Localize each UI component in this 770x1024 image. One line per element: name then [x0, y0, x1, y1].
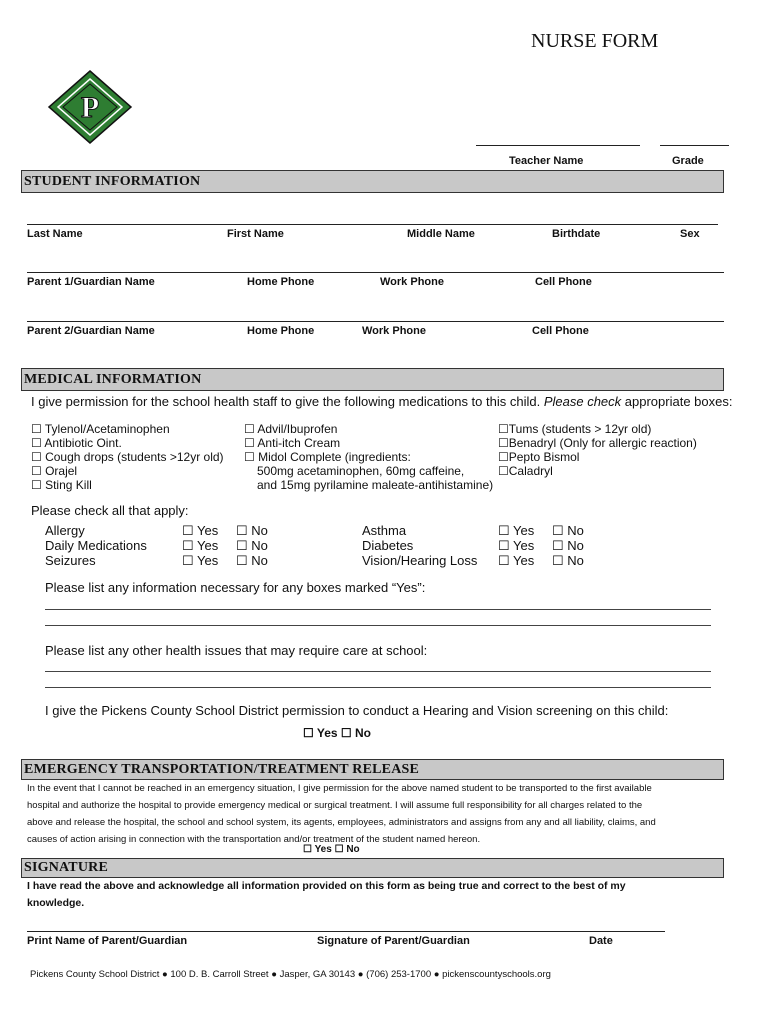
signature-line[interactable]	[27, 931, 665, 932]
medical-info-heading: MEDICAL INFORMATION	[24, 372, 202, 387]
conditions-left-no	[236, 523, 268, 568]
med-cough-drops-checkbox[interactable]: ☐ Cough drops (students >12yr old)	[31, 450, 224, 464]
medication-column-3	[498, 422, 697, 478]
emergency-line-3: above and release the hospital, the school and school system, its agents, employees, administrators and assigns from any and all liability, claims, and	[27, 817, 656, 828]
med-benadryl-checkbox[interactable]: ☐Benadryl (Only for allergic reaction)	[498, 436, 697, 450]
emergency-heading: EMERGENCY TRANSPORTATION/TREATMENT RELEASE	[24, 762, 420, 777]
seizures-no-checkbox[interactable]: ☐ No	[236, 553, 268, 568]
med-pepto-checkbox[interactable]: ☐Pepto Bismol	[498, 450, 580, 464]
parent2-name-label: Parent 2/Guardian Name	[27, 325, 155, 337]
emergency-options	[303, 844, 360, 855]
vision-hearing-no-checkbox[interactable]: ☐ No	[552, 553, 584, 568]
med-midol-ingredients-2: and 15mg pyrilamine maleate-antihistamine)	[257, 478, 494, 492]
parent1-work-phone-label: Work Phone	[380, 276, 444, 288]
med-tylenol-checkbox[interactable]: ☐ Tylenol/Acetaminophen	[31, 422, 170, 436]
diabetes-yes-checkbox[interactable]: ☐ Yes	[498, 538, 535, 553]
diabetes-label: Diabetes	[362, 538, 414, 553]
teacher-name-line[interactable]	[476, 145, 640, 146]
date-label: Date	[589, 935, 613, 947]
diabetes-no-checkbox[interactable]: ☐ No	[552, 538, 584, 553]
middle-name-label: Middle Name	[407, 228, 475, 240]
logo-letter: P	[80, 91, 100, 124]
med-caladryl-checkbox[interactable]: ☐Caladryl	[498, 464, 553, 478]
emergency-header	[21, 759, 724, 780]
check-all-prompt: Please check all that apply:	[31, 503, 189, 518]
signature-statement-line-2: knowledge.	[27, 897, 85, 909]
signature-statement	[27, 878, 626, 912]
parent2-home-phone-label: Home Phone	[247, 325, 315, 337]
parent1-name-label: Parent 1/Guardian Name	[27, 276, 155, 288]
conditions-right-yes	[498, 523, 534, 568]
screening-options	[303, 726, 371, 740]
vision-hearing-label: Vision/Hearing Loss	[362, 553, 478, 568]
student-info-header	[21, 170, 724, 193]
emergency-release-text	[27, 780, 747, 848]
last-name-label: Last Name	[27, 228, 83, 240]
daily-medications-label: Daily Medications	[45, 538, 147, 553]
emergency-line-1: In the event that I cannot be reached in an emergency situation, I give permission for the above named student to be transported to the first available	[27, 783, 652, 794]
med-anti-itch-checkbox[interactable]: ☐ Anti-itch Cream	[244, 436, 341, 450]
allergy-no-checkbox[interactable]: ☐ No	[236, 523, 268, 538]
other-issues-line-1[interactable]	[45, 671, 711, 672]
conditions-right-labels	[362, 523, 477, 568]
screening-permission-text: I give the Pickens County School District permission to conduct a Hearing and Vision screening on this child:	[45, 703, 669, 718]
yes-details-line-2[interactable]	[45, 625, 711, 626]
signature-heading: SIGNATURE	[24, 860, 109, 875]
emergency-yes-checkbox[interactable]: ☐ Yes	[303, 844, 332, 855]
parent-signature-label: Signature of Parent/Guardian	[317, 935, 470, 947]
conditions-right-no	[552, 523, 584, 568]
list-other-prompt: Please list any other health issues that may require care at school:	[45, 643, 428, 658]
med-midol-checkbox[interactable]: ☐ Midol Complete (ingredients:	[244, 450, 411, 464]
parent2-row-line[interactable]	[27, 321, 724, 322]
form-title: NURSE FORM	[531, 30, 659, 52]
conditions-left-yes	[182, 523, 218, 568]
grade-label: Grade	[672, 155, 704, 167]
medication-column-1	[31, 422, 224, 492]
birthdate-label: Birthdate	[552, 228, 601, 240]
parent1-home-phone-label: Home Phone	[247, 276, 315, 288]
vision-hearing-yes-checkbox[interactable]: ☐ Yes	[498, 553, 535, 568]
signature-statement-line-1: I have read the above and acknowledge all information provided on this form as being true and correct to the best of my	[27, 880, 626, 892]
emergency-line-4: causes of action arising in connection with the transportation and/or treatment of the student named hereon.	[27, 834, 481, 845]
intro-emphasis: Please check	[543, 394, 622, 409]
daily-medications-no-checkbox[interactable]: ☐ No	[236, 538, 268, 553]
med-orajel-checkbox[interactable]: ☐ Orajel	[31, 464, 78, 478]
med-advil-checkbox[interactable]: ☐ Advil/Ibuprofen	[244, 422, 338, 436]
sex-label: Sex	[680, 228, 700, 240]
screening-no-checkbox[interactable]: ☐ No	[340, 726, 372, 740]
yes-details-line-1[interactable]	[45, 609, 711, 610]
list-yes-prompt: Please list any information necessary for any boxes marked “Yes”:	[45, 580, 426, 595]
seizures-yes-checkbox[interactable]: ☐ Yes	[182, 553, 219, 568]
med-tums-checkbox[interactable]: ☐Tums (students > 12yr old)	[498, 422, 652, 436]
parent2-cell-phone-label: Cell Phone	[532, 325, 589, 337]
school-logo	[47, 69, 133, 145]
teacher-name-label: Teacher Name	[509, 155, 584, 167]
student-info-heading: STUDENT INFORMATION	[24, 174, 201, 189]
med-sting-kill-checkbox[interactable]: ☐ Sting Kill	[31, 478, 92, 492]
parent1-row-line[interactable]	[27, 272, 724, 273]
print-name-label: Print Name of Parent/Guardian	[27, 935, 188, 947]
asthma-yes-checkbox[interactable]: ☐ Yes	[498, 523, 535, 538]
diamond-p-logo-icon	[47, 69, 133, 145]
emergency-line-2: hospital and authorize the hospital to provide emergency medical or surgical treatment. I will assume full responsibility for all charges related to the	[27, 800, 643, 811]
asthma-label: Asthma	[362, 523, 407, 538]
daily-medications-yes-checkbox[interactable]: ☐ Yes	[182, 538, 219, 553]
signature-header	[21, 858, 724, 878]
first-name-label: First Name	[227, 228, 284, 240]
footer-contact: Pickens County School District ● 100 D. B. Carroll Street ● Jasper, GA 30143 ● (706) 253-1700 ● pickenscountyschools.org	[30, 969, 551, 980]
asthma-no-checkbox[interactable]: ☐ No	[552, 523, 584, 538]
intro-text: I give permission for the school health staff to give the following medications to this child.	[31, 394, 541, 409]
parent2-work-phone-label: Work Phone	[362, 325, 426, 337]
medication-column-2	[244, 422, 493, 492]
med-midol-ingredients-1: 500mg acetaminophen, 60mg caffeine,	[257, 464, 465, 478]
medical-info-header	[21, 368, 724, 391]
allergy-label: Allergy	[45, 523, 85, 538]
medication-permission-intro	[31, 394, 732, 409]
grade-line[interactable]	[660, 145, 729, 146]
emergency-no-checkbox[interactable]: ☐ No	[334, 844, 360, 855]
seizures-label: Seizures	[45, 553, 96, 568]
intro-text-end: appropriate boxes:	[624, 394, 733, 409]
med-antibiotic-checkbox[interactable]: ☐ Antibiotic Oint.	[31, 436, 122, 450]
screening-yes-checkbox[interactable]: ☐ Yes	[303, 726, 338, 740]
student-row1-line[interactable]	[27, 224, 718, 225]
conditions-left-labels	[45, 523, 147, 568]
allergy-yes-checkbox[interactable]: ☐ Yes	[182, 523, 219, 538]
parent1-cell-phone-label: Cell Phone	[535, 276, 592, 288]
other-issues-line-2[interactable]	[45, 687, 711, 688]
